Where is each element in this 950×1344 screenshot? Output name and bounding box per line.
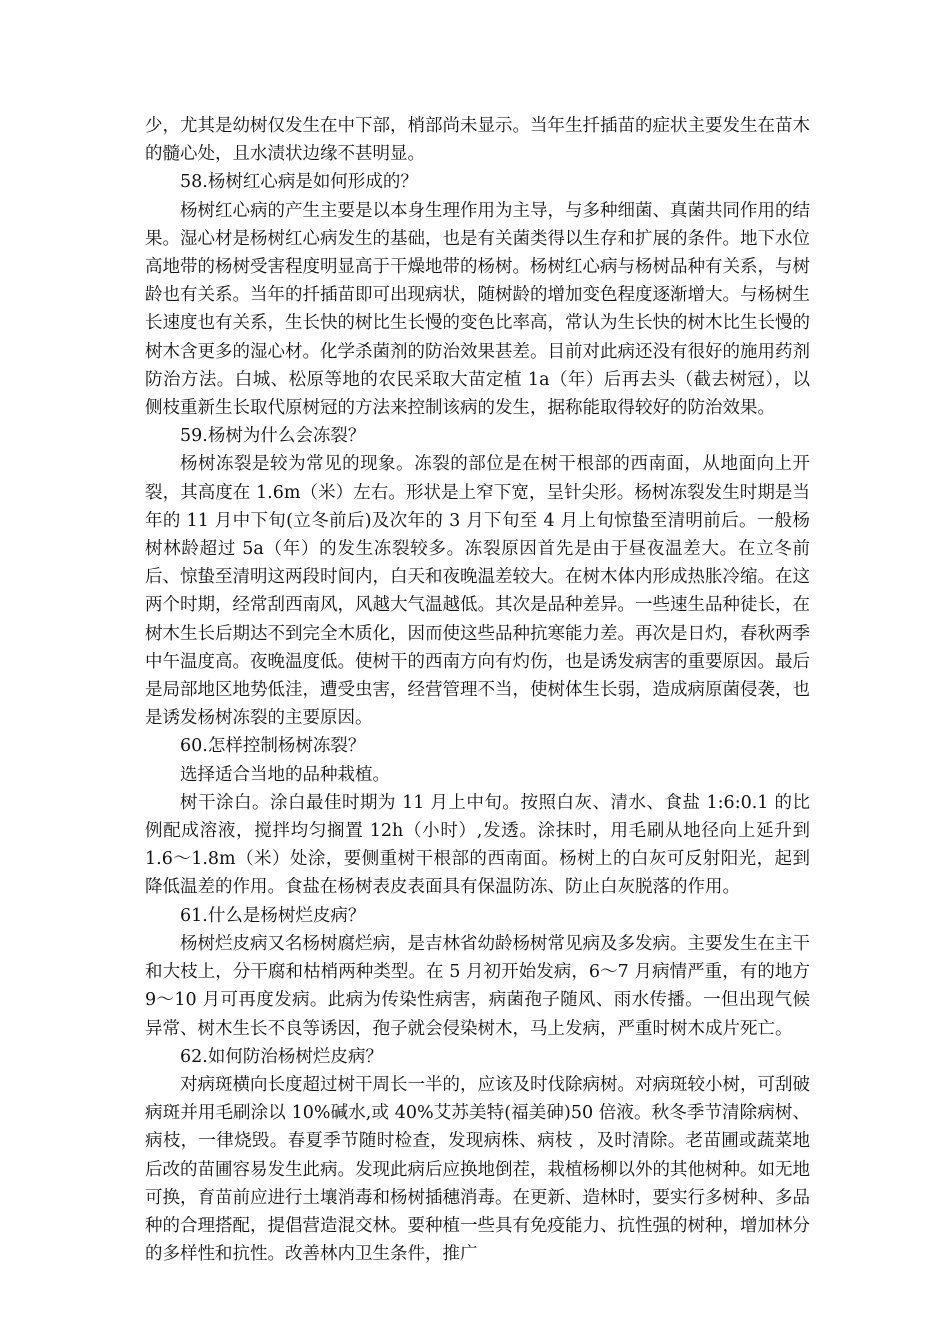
question-58-heading: 58.杨树红心病是如何形成的？ — [180, 172, 418, 193]
question-61-answer: 杨树烂皮病又名杨树腐烂病，是吉林省幼龄杨树常见病及多发病。主要发生在主干和大枝上，分干腐和枯梢两种类型。在 5 月初开始发病，6～7 月病情严重，有的地方 9～10 月可再度发病。此病为传染性病害，病菌孢子随风、雨水传播。一但出现气候异常、树木生长不良等诱因，孢子就会侵染树木，马上发病，严重时树木成片死亡。 — [145, 933, 810, 1039]
question-58-answer: 杨树红心病的产生主要是以本身生理作用为主导，与多种细菌、真菌共同作用的结果。湿心材是杨树红心病发生的基础，也是有关菌类得以生存和扩展的条件。地下水位高地带的杨树受害程度明显高于干燥地带的杨树。杨树红心病与杨树品种有关系，与树龄也有关系。当年的扦插苗即可出现病状，随树龄的增加变色程度逐渐增大。与杨树生长速度也有关系，生长快的树比生长慢的变色比率高，常认为生长快的树木比生长慢的树木含更多的湿心材。化学杀菌剂的防治效果甚差。目前对此病还没有很好的施用药剂防治方法。白城、松原等地的农民采取大苗定植 1a（年）后再去头（截去树冠），以侧枝重新生长取代原树冠的方法来控制该病的发生，据称能取得较好的防治效果。 — [145, 200, 810, 419]
document-page — [145, 112, 810, 1268]
question-60-heading: 60.怎样控制杨树冻裂？ — [180, 736, 366, 757]
question-62-heading: 62.如何防治杨树烂皮病？ — [180, 1046, 383, 1067]
question-60-answer-1: 选择适合当地的品种栽植。 — [180, 764, 390, 785]
question-60-answer-2: 树干涂白。涂白最佳时期为 11 月上中旬。按照白灰、清水、食盐 1:6:0.1 的比例配成溶液，搅拌均匀搁置 12h（小时）,发透。涂抹时，用毛刷从地径向上延升到 1.6～1.8m（米）处涂，要侧重树干根部的西南面。杨树上的白灰可反射阳光，起到降低温差的作用。食盐在杨树表皮表面具有保温防冻、防止白灰脱落的作用。 — [145, 792, 810, 898]
question-62-answer: 对病斑横向长度超过树干周长一半的，应该及时伐除病树。对病斑较小树，可刮破病斑并用毛刷涂以 10%碱水,或 40%艾苏美特(福美砷)50 倍液。秋冬季节清除病树、病枝，一律烧毁。春夏季节随时检查，发现病株、病枝 ，及时清除。老苗圃或蔬菜地后改的苗圃容易发生此病。发现此病后应换地倒茬，栽植杨柳以外的其他树种。如无地可换，育苗前应进行土壤消毒和杨树插穗消毒。在更新、造林时，要实行多树种、多品种的合理搭配，提倡营造混交林。要种植一些具有免疫能力、抗性强的树种，增加林分的多样性和抗性。改善林内卫生条件，推广 — [145, 1074, 810, 1265]
question-59-answer: 杨树冻裂是较为常见的现象。冻裂的部位是在树干根部的西南面，从地面向上开裂，其高度在 1.6m（米）左右。形状是上窄下宽，呈针尖形。杨树冻裂发生时期是当年的 11 月中下旬(立冬前后)及次年的 3 月下旬至 4 月上旬惊蛰至清明前后。一般杨树林龄超过 5a（年）的发生冻裂较多。冻裂原因首先是由于昼夜温差大。在立冬前后、惊蛰至清明这两段时间内，白天和夜晚温差较大。在树木体内形成热胀冷缩。在这两个时期，经常刮西南风，风越大气温越低。其次是品种差异。一些速生品种徒长，在树木生长后期达不到完全木质化，因而使这些品种抗寒能力差。再次是日灼，春秋两季中午温度高。夜晚温度低。使树干的西南方向有灼伤，也是诱发病害的重要原因。最后是局部地区地势低洼，遭受虫害，经营管理不当，使树体生长弱，造成病原菌侵袭，也是诱发杨树冻裂的主要原因。 — [145, 454, 810, 729]
question-61-heading: 61.什么是杨树烂皮病？ — [180, 905, 366, 926]
question-59-heading: 59.杨树为什么会冻裂？ — [180, 426, 366, 447]
intro-paragraph: 少，尤其是幼树仅发生在中下部，梢部尚未显示。当年生扦插苗的症状主要发生在苗木的髓心处，且水渍状边缘不甚明显。 — [145, 116, 810, 165]
